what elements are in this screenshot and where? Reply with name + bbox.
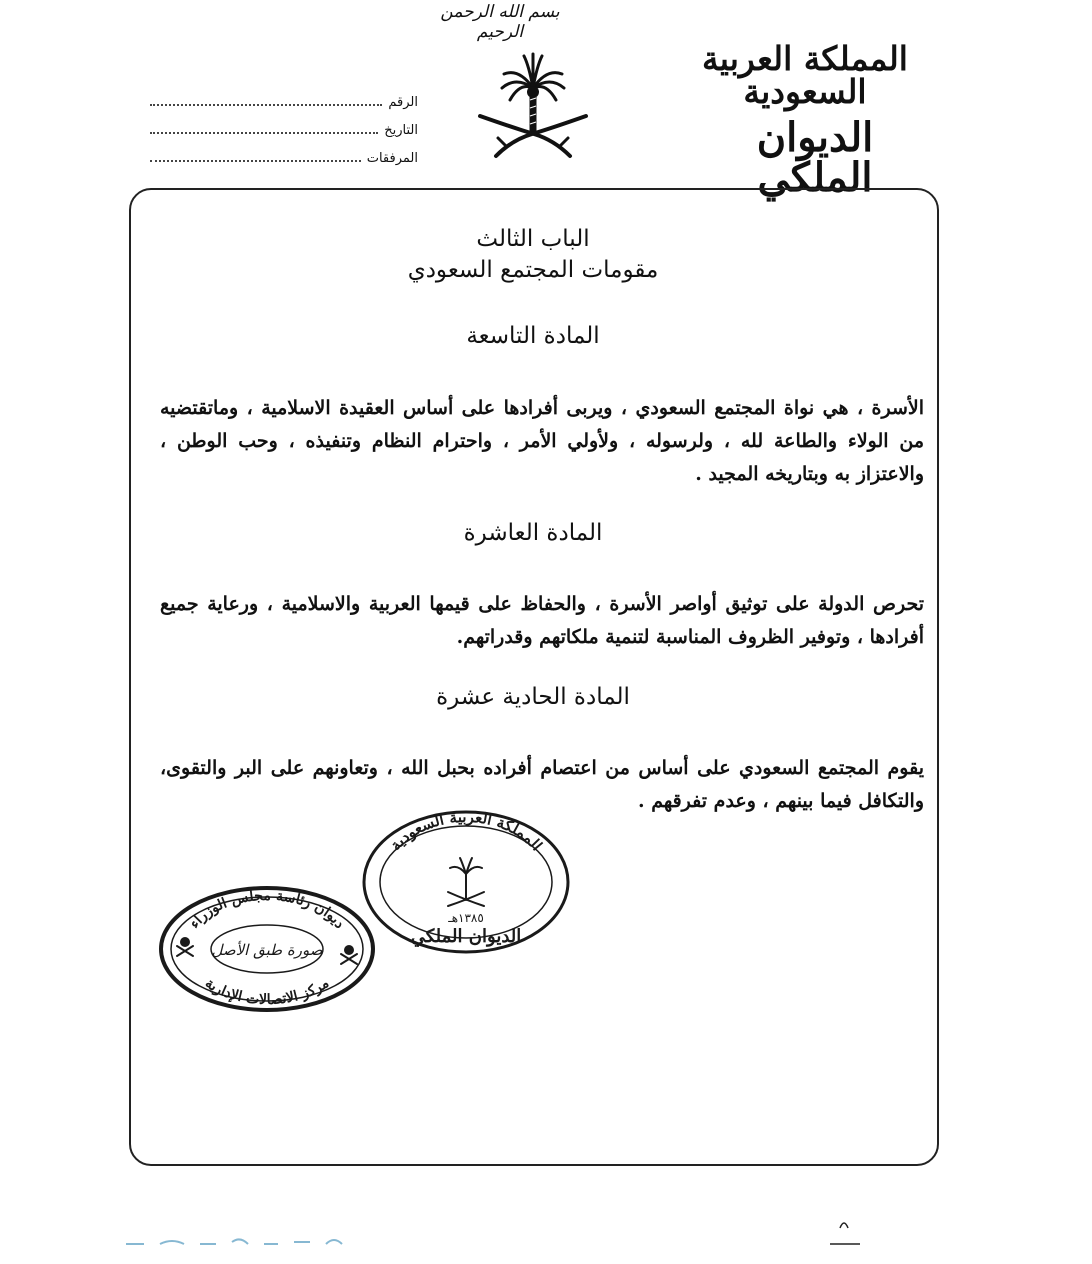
cabinet-copy-seal — [157, 884, 377, 1014]
royal-court-seal — [360, 808, 572, 956]
reference-number-line — [150, 96, 382, 106]
date-label: التاريخ — [384, 123, 418, 138]
reference-number-label: الرقم — [388, 95, 418, 110]
article-9-title: المادة التاسعة — [466, 323, 600, 349]
svg-text:مركز الاتصالات الإدارية: مركز الاتصالات الإدارية — [201, 975, 333, 1009]
article-11-title: المادة الحادية عشرة — [436, 684, 630, 710]
footer-marks — [120, 1210, 440, 1250]
footer-signature — [820, 1210, 940, 1250]
attachments-label: المرفقات — [366, 151, 418, 166]
article-10-title: المادة العاشرة — [463, 520, 603, 546]
date-line — [150, 124, 378, 134]
svg-text:صورة طبق الأصل: صورة طبق الأصل — [211, 941, 323, 959]
article-11-text: يقوم المجتمع السعودي على أساس من اعتصام أفراده بحبل الله ، وتعاونهم على البر والتقوى، والتكافل فيما بينهم ، وعدم تفرقهم . — [160, 757, 924, 812]
svg-text:١٣٨٥هـ: ١٣٨٥هـ — [448, 911, 484, 925]
basmala: بسم الله الرحمن الرحيم — [440, 2, 560, 42]
royal-court-name: الديوان الملكي — [756, 114, 874, 201]
article-10-text: تحرص الدولة على توثيق أواصر الأسرة ، والحفاظ على قيمها العربية والاسلامية ، ورعاية جميع أفرادها ، وتوفير الظروف المناسبة لتنمية ملكاتهم وقدراتهم. — [160, 593, 924, 648]
svg-text:ديوان رئاسة مجلس الوزراء: ديوان رئاسة مجلس الوزراء — [186, 887, 348, 932]
attachments-field — [150, 144, 418, 166]
reference-number-field — [150, 88, 418, 110]
kingdom-name: المملكة العربية السعودية — [702, 39, 908, 111]
svg-text:المملكة العربية السعودية: المملكة العربية السعودية — [386, 808, 546, 855]
article-9-text: الأسرة ، هي نواة المجتمع السعودي ، ويربى أفرادها على أساس العقيدة الاسلامية ، وماتقتضيه من الولاء والطاعة لله ، ولرسوله ، ولأولي الأمر ، واحترام النظام وتنفيذه ، وحب الوطن ، والاعتزاز به وبتاريخه المجيد . — [160, 397, 924, 485]
chapter-subtitle: مقومات المجتمع السعودي — [407, 257, 659, 283]
attachments-line — [150, 152, 361, 162]
palm-swords-emblem-icon — [474, 48, 592, 166]
chapter-title: الباب الثالث — [476, 226, 590, 252]
date-field — [150, 116, 418, 138]
svg-text:الديوان الملكي: الديوان الملكي — [410, 926, 522, 947]
